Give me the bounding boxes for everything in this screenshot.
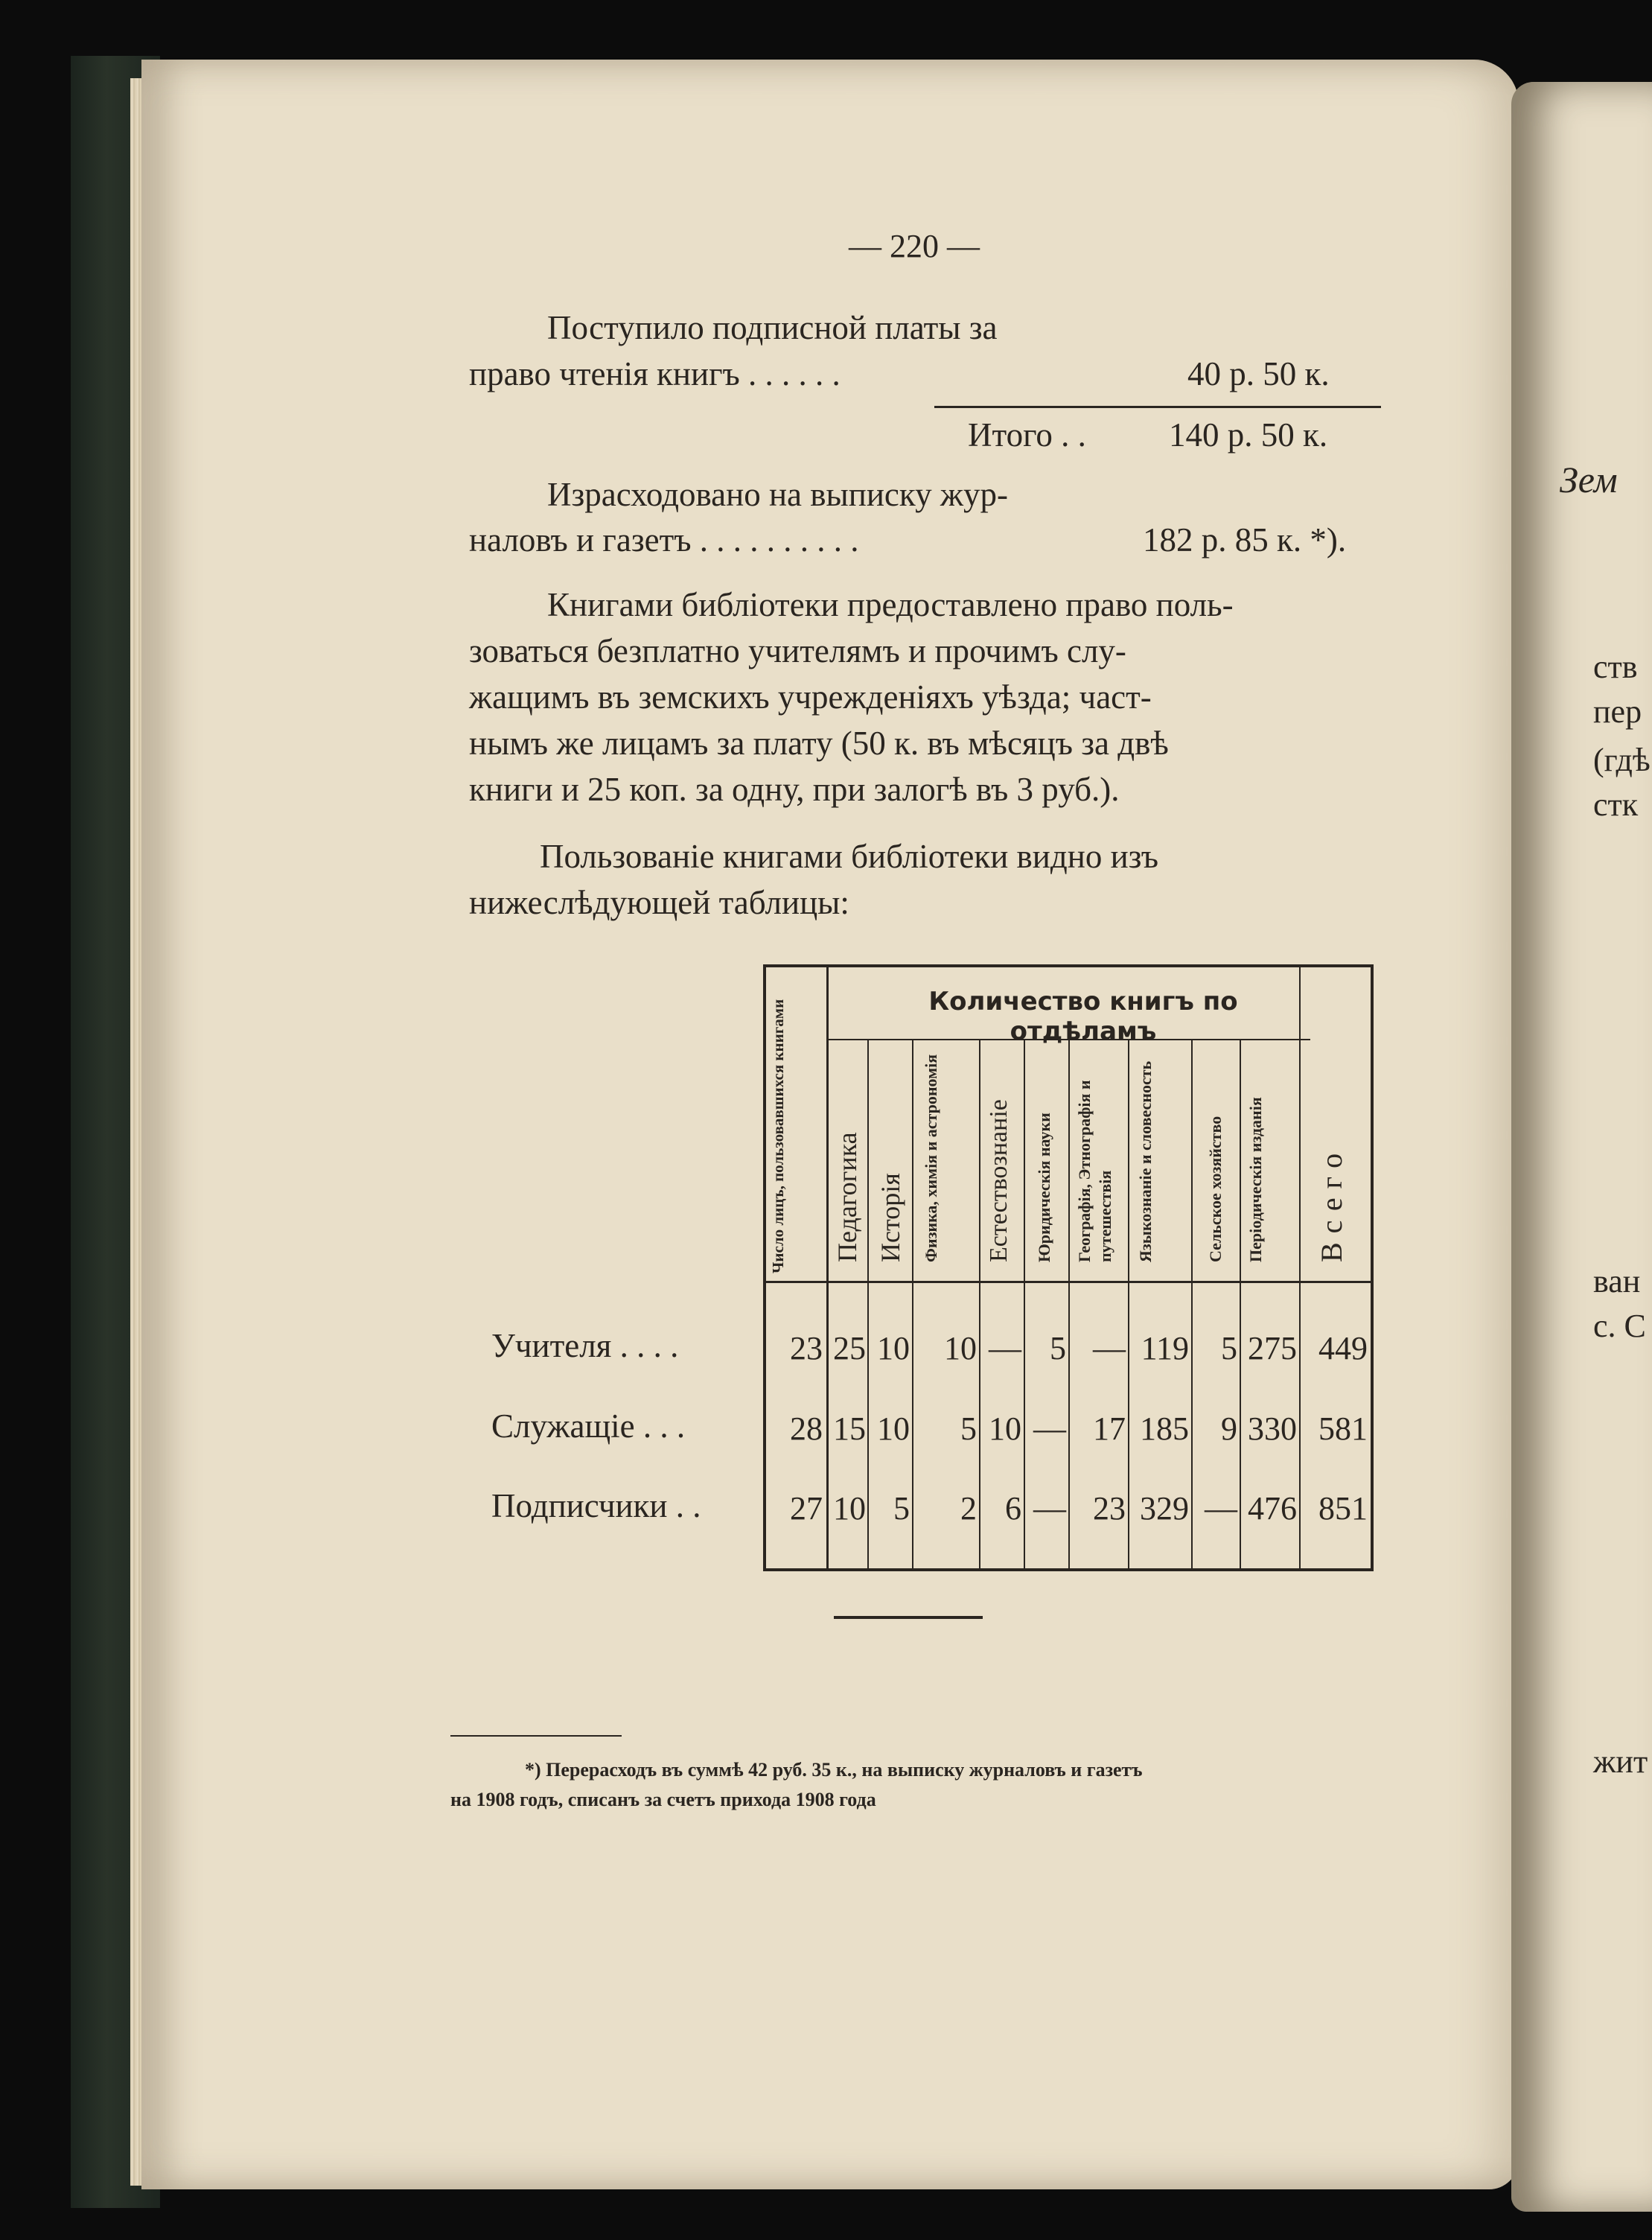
- column-header: Сельское хозяйство: [1206, 1116, 1225, 1262]
- table-cell: —: [989, 1330, 1021, 1366]
- page-number: — 220 —: [849, 228, 980, 264]
- column-header: Педагогика: [832, 1132, 862, 1262]
- table-cell: —: [1093, 1330, 1126, 1366]
- right-page-fragment: жит: [1593, 1743, 1648, 1780]
- right-page-fragment: ван: [1593, 1263, 1641, 1299]
- table-cell: 17: [1093, 1410, 1126, 1447]
- table-cell: 6: [1005, 1490, 1021, 1527]
- table-cell: 10: [989, 1410, 1021, 1447]
- column-header: Исторія: [876, 1173, 905, 1262]
- column-header: Языкознаніе и словесность: [1136, 1060, 1155, 1262]
- right-page-fragment: ств: [1593, 649, 1638, 685]
- right-page: [1511, 82, 1652, 2212]
- footnote-line: *) Перерасходъ въ суммѣ 42 руб. 35 к., на выписку журналовъ и газетъ: [525, 1759, 1143, 1781]
- table-cell: 9: [1221, 1410, 1237, 1447]
- table-cell: 2: [960, 1490, 977, 1527]
- section-rule: [834, 1616, 983, 1619]
- right-page-fragment: пер: [1593, 693, 1642, 730]
- table-cell: —: [1205, 1490, 1237, 1527]
- column-divider: [1299, 964, 1301, 1571]
- table-cell: 10: [944, 1330, 977, 1366]
- table-cell: 10: [877, 1410, 910, 1447]
- table-cell: 5: [960, 1410, 977, 1447]
- table-cell: 10: [833, 1490, 866, 1527]
- column-header-total: Всего: [1315, 1144, 1348, 1262]
- table-cell: 27: [790, 1490, 823, 1527]
- table-cell: 851: [1318, 1490, 1368, 1527]
- table-top-border: [763, 964, 1374, 967]
- right-page-fragment: с. С: [1593, 1308, 1646, 1344]
- table-left-border: [763, 964, 766, 1571]
- table-cell: 581: [1318, 1410, 1368, 1447]
- paragraph-line: зоваться безплатно учителямъ и прочимъ слу-: [469, 632, 1126, 669]
- paragraph-line: нымъ же лицамъ за плату (50 к. въ мѣсяцъ за двѣ: [469, 725, 1169, 762]
- amount: 182 р. 85 к. *).: [1143, 521, 1347, 559]
- paragraph-line: Пользованіе книгами библіотеки видно изъ: [540, 838, 1158, 875]
- paragraph-line: жащимъ въ земскихъ учрежденіяхъ уѣзда; част-: [469, 678, 1152, 716]
- text-line: Израсходовано на выписку жур-: [547, 476, 1008, 513]
- table-cell: 329: [1140, 1490, 1189, 1527]
- amount: 40 р. 50 к.: [1187, 355, 1330, 392]
- footnote-rule: [450, 1735, 622, 1737]
- row-label: Учителя . . . .: [491, 1327, 679, 1364]
- table-right-border: [1371, 964, 1374, 1571]
- paragraph-line: Книгами библіотеки предоставлено право поль-: [547, 586, 1234, 623]
- column-header: Періодическія изданія: [1246, 1097, 1265, 1262]
- table-cell: —: [1033, 1410, 1066, 1447]
- footnote-line: на 1908 годъ, списанъ за счетъ прихода 1908 года: [450, 1789, 876, 1810]
- text-line: наловъ и газетъ . . . . . . . . . .: [469, 521, 859, 559]
- table-cell: 28: [790, 1410, 823, 1447]
- column-header: Естествознаніе: [985, 1099, 1012, 1262]
- table-cell: 5: [1221, 1330, 1237, 1366]
- table-main-header: Количество книгъ по отдѣламъ: [928, 987, 1238, 1046]
- table-cell: 476: [1248, 1490, 1297, 1527]
- row-label: Служащіе . . .: [491, 1407, 686, 1445]
- library-usage-table: [763, 964, 1374, 1575]
- column-header: Физика, химія и астрономія: [922, 1054, 940, 1262]
- sum-rule: [934, 406, 1381, 408]
- table-cell: 449: [1318, 1330, 1368, 1366]
- table-cell: 275: [1248, 1330, 1297, 1366]
- table-cell: 10: [877, 1330, 910, 1366]
- column-header: Юридическія науки: [1035, 1113, 1053, 1262]
- table-cell: 15: [833, 1410, 866, 1447]
- table-cell: 23: [1093, 1490, 1126, 1527]
- table-cell: 5: [1050, 1330, 1066, 1366]
- total-label: Итого . .: [968, 416, 1086, 454]
- right-page-fragment: Зем: [1560, 459, 1618, 500]
- total-amount: 140 р. 50 к.: [1169, 416, 1328, 454]
- row-label: Подписчики . .: [491, 1487, 701, 1524]
- paragraph-line: книги и 25 коп. за одну, при залогѣ въ 3 руб.).: [469, 771, 1120, 808]
- column-header-persons: Число лицъ, пользовавшихся книгами: [769, 999, 787, 1273]
- text-line: право чтенія книгъ . . . . . .: [469, 355, 841, 392]
- table-cell: 23: [790, 1330, 823, 1366]
- right-page-fragment: (гдѣ: [1593, 742, 1651, 778]
- column-header: Географія, Этнографія и путешествія: [1075, 1080, 1114, 1262]
- text-line: Поступило подписной платы за: [547, 309, 998, 346]
- paragraph-line: нижеслѣдующей таблицы:: [469, 884, 849, 921]
- right-page-fragment: стк: [1593, 786, 1639, 823]
- table-cell: 330: [1248, 1410, 1297, 1447]
- table-cell: 185: [1140, 1410, 1189, 1447]
- column-divider: [826, 964, 829, 1571]
- table-cell: —: [1033, 1490, 1066, 1527]
- table-cell: 119: [1141, 1330, 1189, 1366]
- table-cell: 25: [833, 1330, 866, 1366]
- table-cell: 5: [893, 1490, 910, 1527]
